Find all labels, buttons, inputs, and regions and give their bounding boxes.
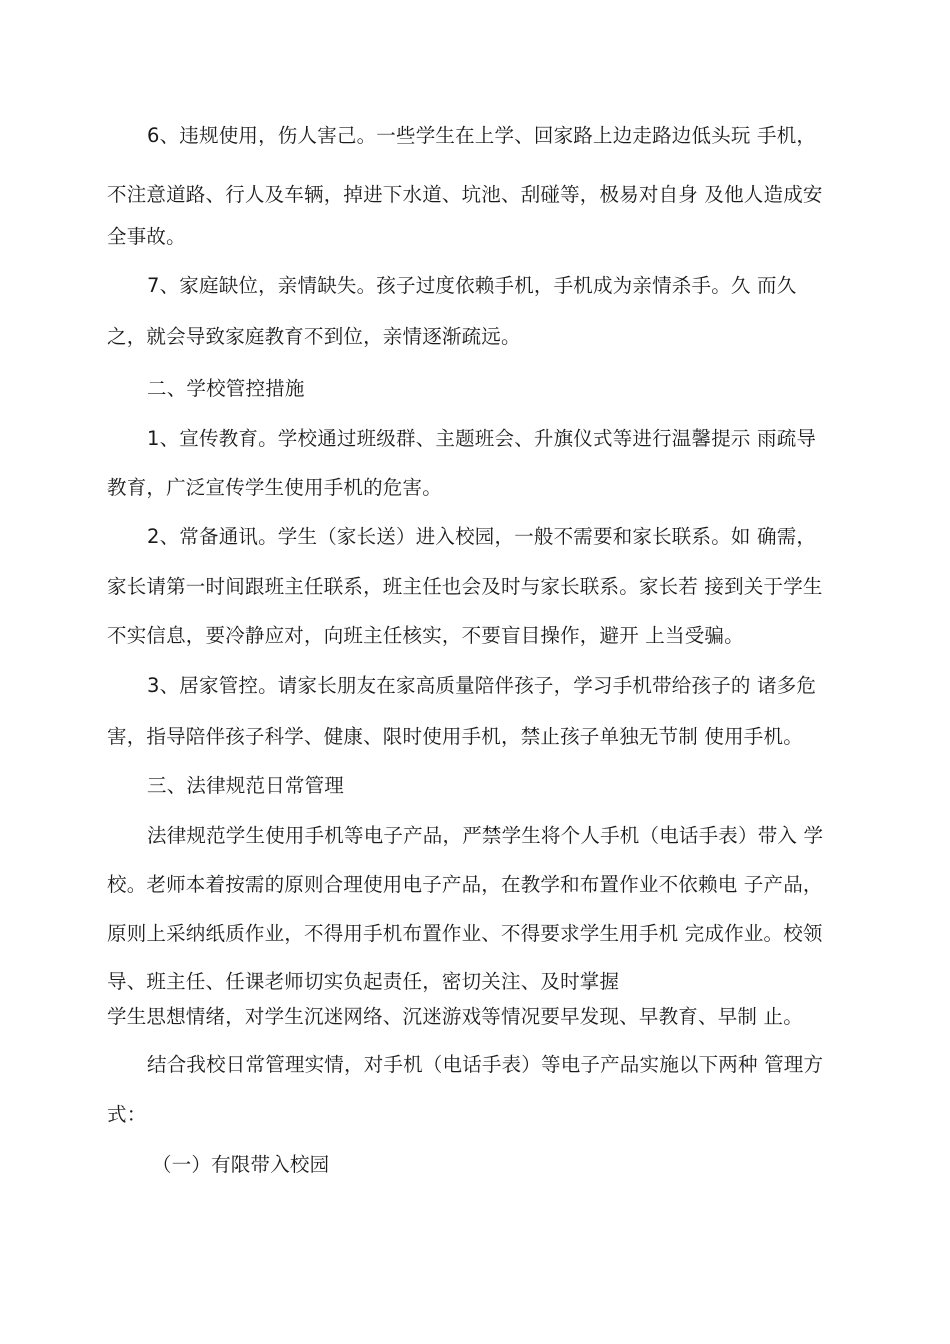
text-line: 式： (107, 1103, 147, 1126)
text-line: 不注意道路、行人及车辆，掉进下水道、坑池、刮碰等，极易对自身 及他人造成安 (107, 183, 823, 206)
text-line: 家长请第一时间跟班主任联系，班主任也会及时与家长联系。家长若 接到关于学生 (107, 575, 823, 598)
section-heading: 二、学校管控措施 (147, 377, 305, 400)
text-line: 1、宣传教育。学校通过班级群、主题班会、升旗仪式等进行温馨提示 雨疏导 (147, 427, 817, 450)
section-heading: 三、法律规范日常管理 (147, 774, 345, 797)
text-line: 6、违规使用，伤人害己。一些学生在上学、回家路上边走路边低头玩 手机， (147, 124, 817, 147)
text-line: 7、家庭缺位，亲情缺失。孩子过度依赖手机，手机成为亲情杀手。久 而久 (147, 274, 797, 297)
text-line: 害，指导陪伴孩子科学、健康、限时使用手机，禁止孩子单独无节制 使用手机。 (107, 725, 803, 748)
text-line: 结合我校日常管理实情，对手机（电话手表）等电子产品实施以下两种 管理方 (147, 1053, 824, 1076)
text-line: 教育，广泛宣传学生使用手机的危害。 (107, 476, 442, 499)
text-line: 3、居家管控。请家长朋友在家高质量陪伴孩子，学习手机带给孩子的 诸多危 (147, 674, 817, 697)
subsection-heading: （一）有限带入校园 (152, 1153, 330, 1176)
text-line: 学生思想情绪，对学生沉迷网络、沉迷游戏等情况要早发现、早教育、早制 止。 (107, 1005, 803, 1028)
text-line: 不实信息，要冷静应对，向班主任核实，不要盲目操作，避开 上当受骗。 (107, 624, 744, 647)
text-line: 法律规范学生使用手机等电子产品，严禁学生将个人手机（电话手表）带入 学 (147, 824, 824, 847)
text-line: 全事故。 (107, 225, 186, 248)
text-line: 导、班主任、任课老师切实负起责任，密切关注、及时掌握 (107, 970, 620, 993)
text-line: 之，就会导致家庭教育不到位，亲情逐渐疏远。 (107, 325, 521, 348)
text-line: 校。老师本着按需的原则合理使用电子产品，在教学和布置作业不依赖电 子产品， (107, 873, 823, 896)
text-line: 原则上采纳纸质作业，不得用手机布置作业、不得要求学生用手机 完成作业。校领 (107, 922, 823, 945)
text-line: 2、常备通讯。学生（家长送）进入校园，一般不需要和家长联系。如 确需， (147, 525, 817, 548)
